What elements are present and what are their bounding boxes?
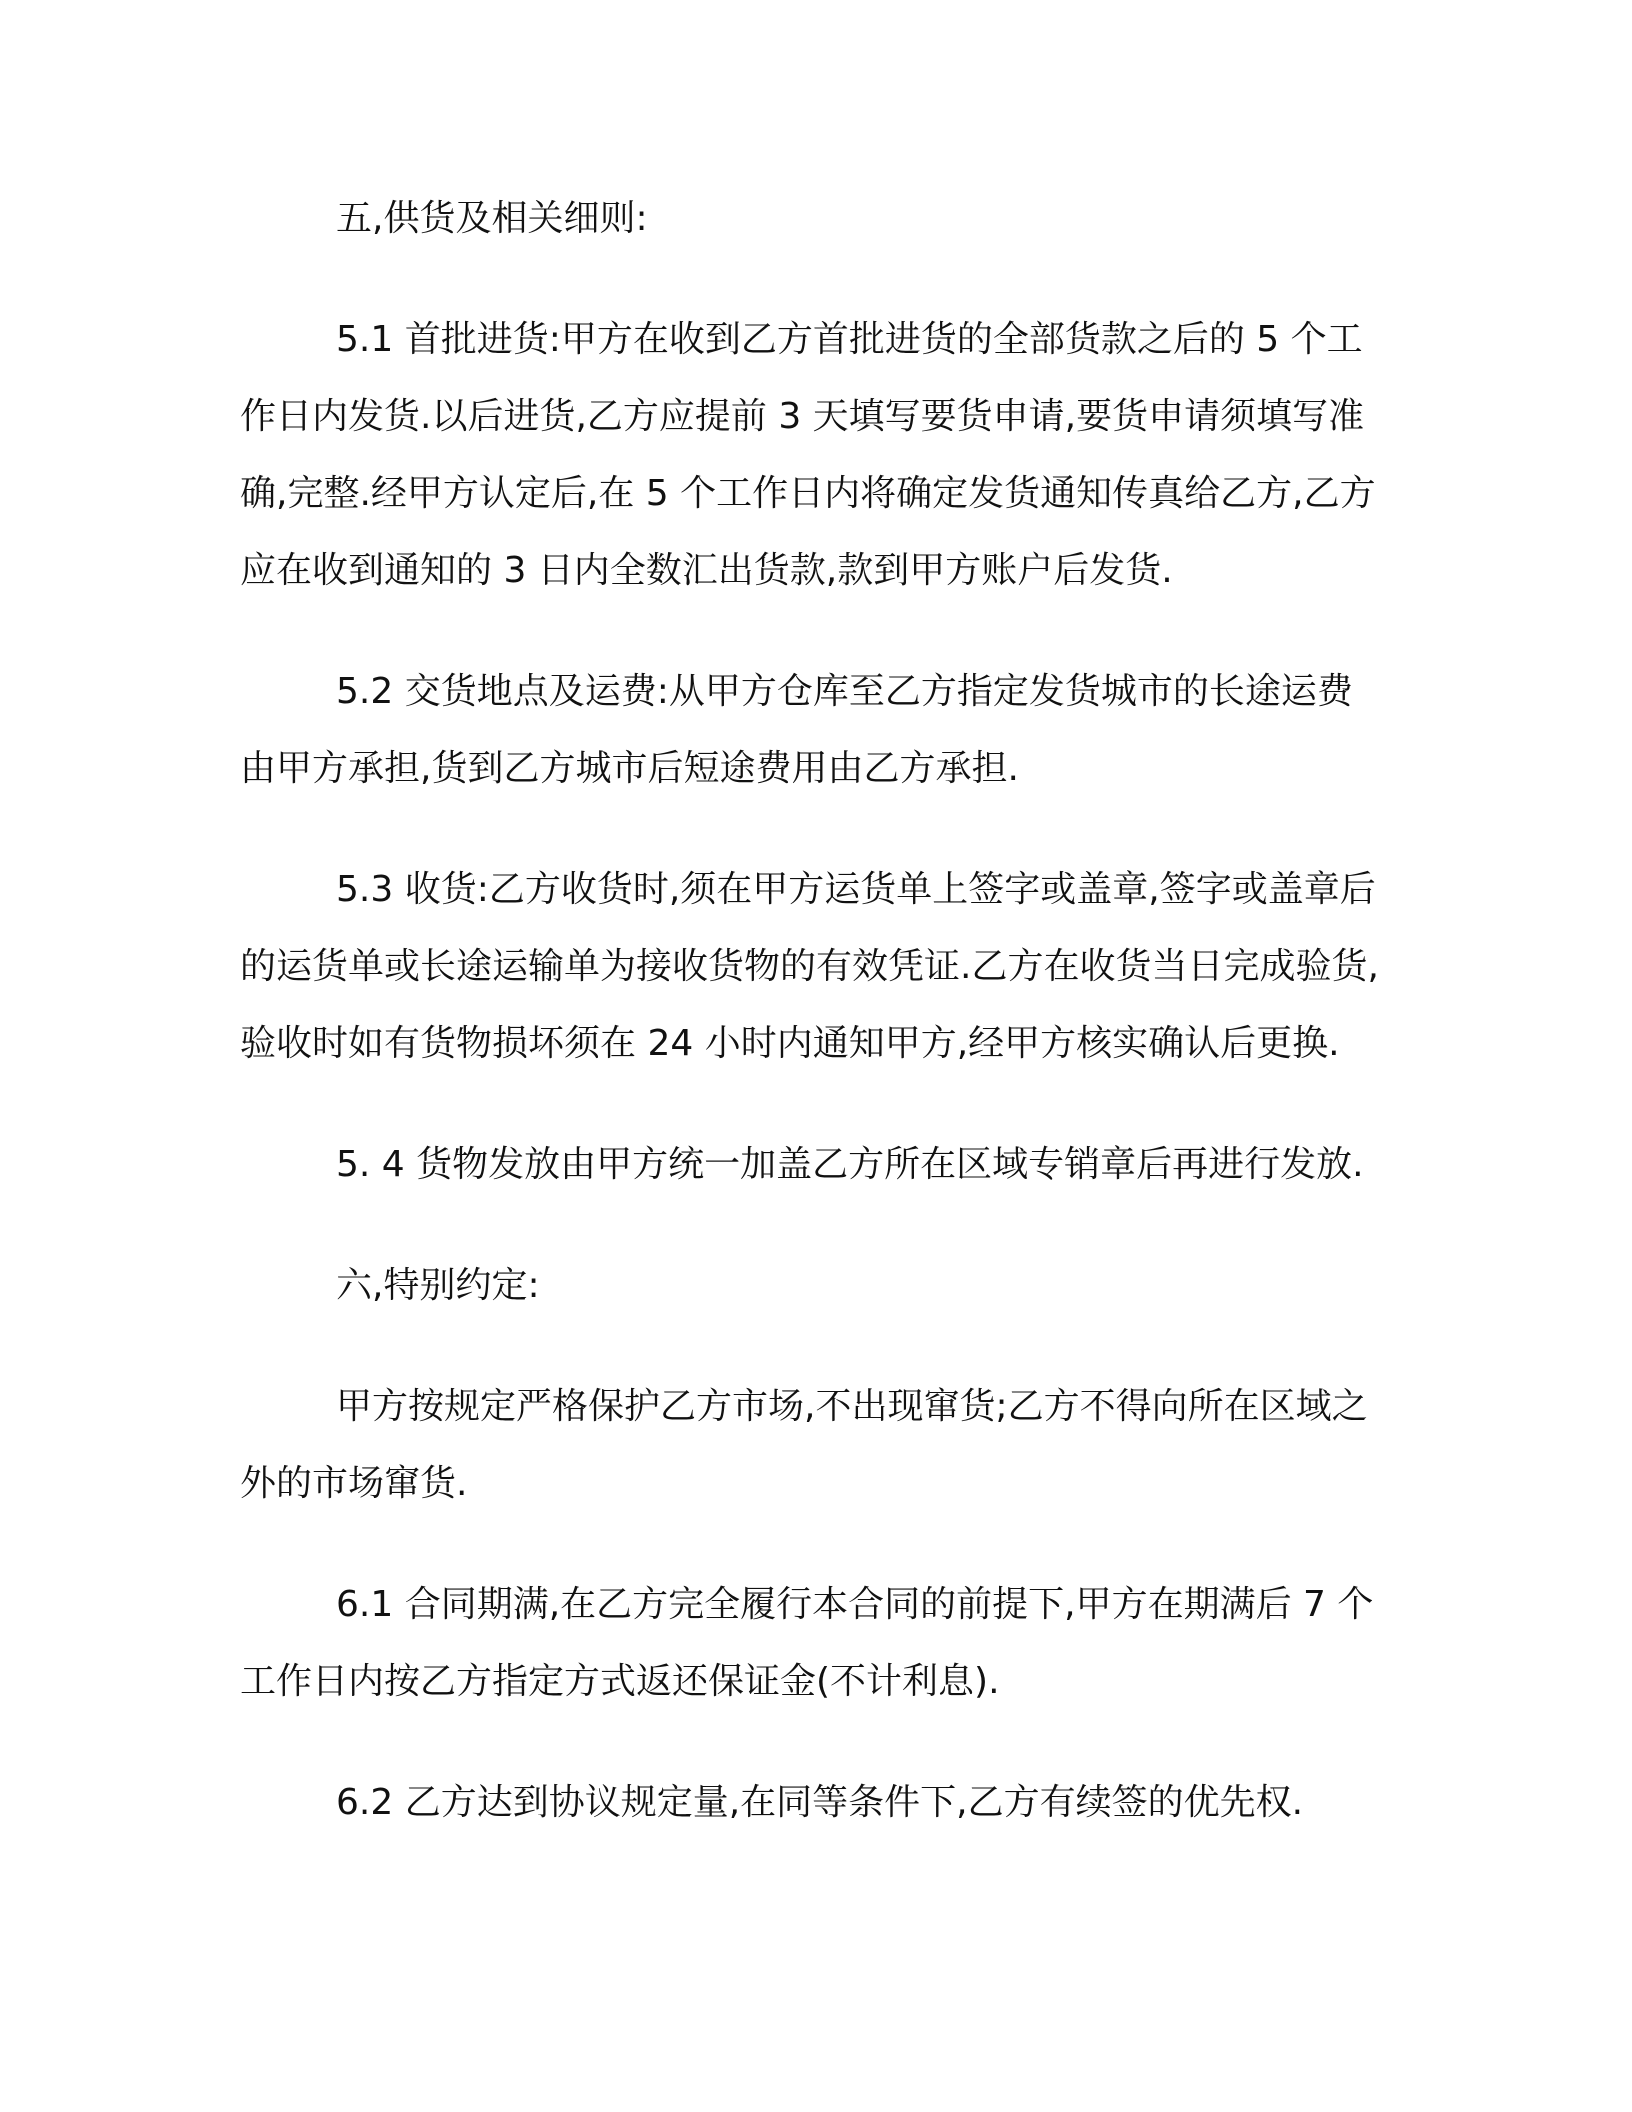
clause-5-2: 5.2 交货地点及运费:从甲方仓库至乙方指定发货城市的长途运费由甲方承担,货到乙方城市后短途费用由乙方承担. [240, 671, 1353, 789]
clause-6-intro: 甲方按规定严格保护乙方市场,不出现窜货;乙方不得向所在区域之外的市场窜货. [240, 1386, 1368, 1504]
clause-6-2: 6.2 乙方达到协议规定量,在同等条件下,乙方有续签的优先权. [336, 1782, 1304, 1823]
clause-5-1: 5.1 首批进货:甲方在收到乙方首批进货的全部货款之后的 5 个工作日内发货.以后进货,乙方应提前 3 天填写要货申请,要货申请须填写准确,完整.经甲方认定后,在 5 个工作日内将确定发货通知传真给乙方,乙方应在收到通知的 3 日内全数汇出货款,款到甲方账户后发货. [240, 319, 1376, 591]
clause-5-3: 5.3 收货:乙方收货时,须在甲方运货单上签字或盖章,签字或盖章后的运货单或长途运输单为接收货物的有效凭证.乙方在收货当日完成验货,验收时如有货物损坏须在 24 小时内通知甲方,经甲方核实确认后更换. [240, 869, 1379, 1064]
document-page [240, 180, 1380, 1885]
section-6-heading: 六,特别约定: [336, 1265, 540, 1306]
clause-6-1: 6.1 合同期满,在乙方完全履行本合同的前提下,甲方在期满后 7 个工作日内按乙方指定方式返还保证金(不计利息). [240, 1584, 1374, 1702]
section-5-heading: 五,供货及相关细则: [336, 198, 648, 239]
clause-5-4: 5. 4 货物发放由甲方统一加盖乙方所在区域专销章后再进行发放. [336, 1144, 1364, 1185]
